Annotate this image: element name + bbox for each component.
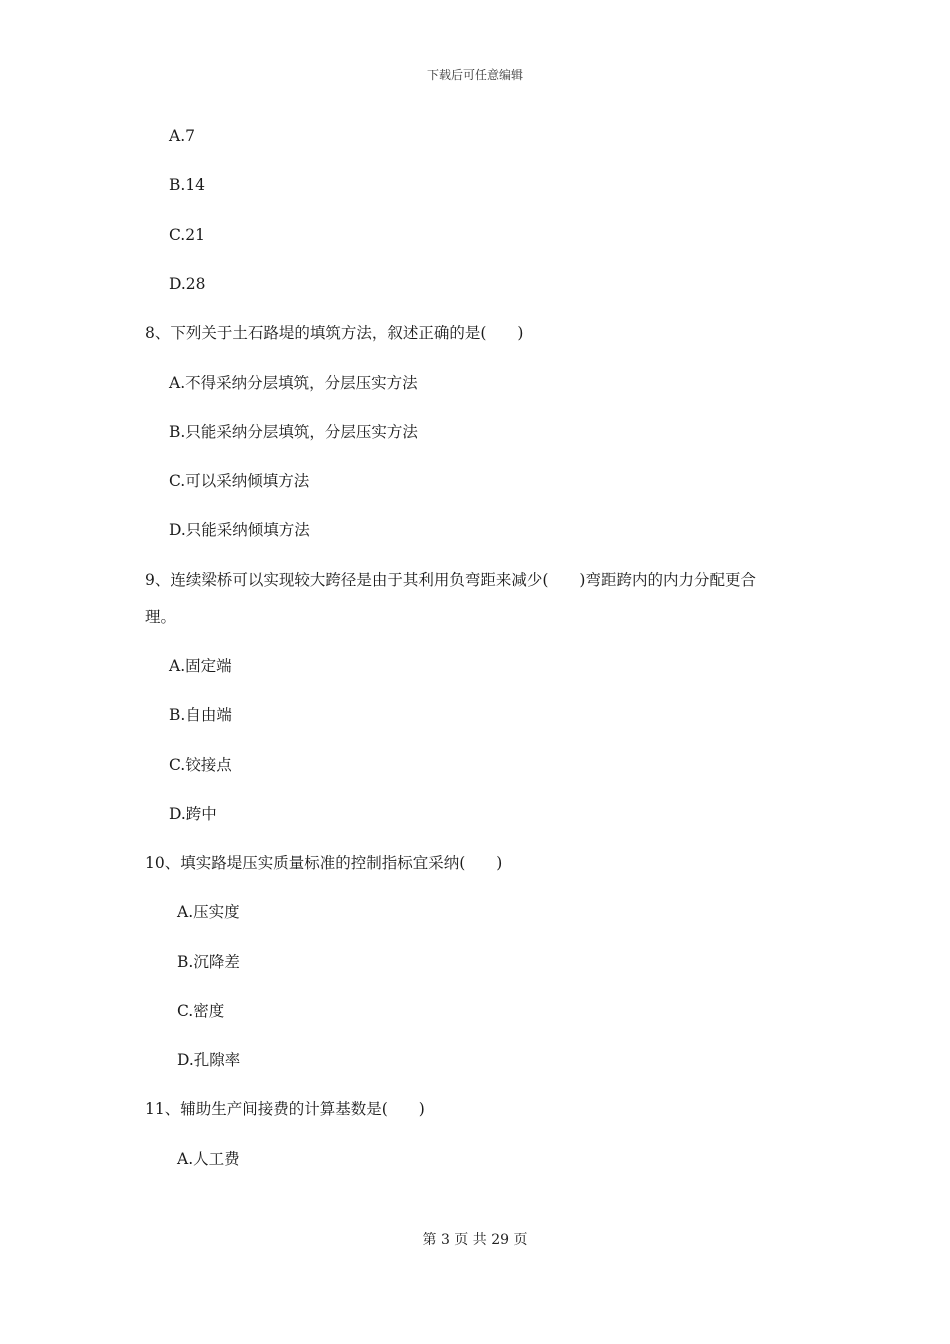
q11-option-a: A.人工费	[177, 1150, 240, 1168]
q11-stem: 11、辅助生产间接费的计算基数是( )	[145, 1100, 425, 1118]
q9-stem-line2: 理。	[145, 608, 177, 626]
q10-option-d: D.孔隙率	[177, 1051, 241, 1069]
q10-stem: 10、填实路堤压实质量标准的控制指标宜采纳( )	[145, 854, 503, 872]
page-footer: 第 3 页 共 29 页	[422, 1232, 528, 1248]
q8-option-b: B.只能采纳分层填筑，分层压实方法	[169, 423, 418, 441]
q8-stem: 8、下列关于土石路堤的填筑方法，叙述正确的是( )	[145, 324, 524, 342]
q10-option-a: A.压实度	[177, 903, 240, 921]
q9-option-b: B.自由端	[169, 706, 232, 724]
q8-option-c: C.可以采纳倾填方法	[169, 472, 310, 490]
q7-option-b: B.14	[169, 176, 206, 194]
q10-option-b: B.沉降差	[177, 953, 240, 971]
q9-option-a: A.固定端	[169, 657, 232, 675]
q7-option-d: D.28	[169, 275, 206, 293]
q7-option-c: C.21	[169, 226, 205, 244]
q9-option-c: C.铰接点	[169, 756, 232, 774]
q10-option-c: C.密度	[177, 1002, 225, 1020]
q9-option-d: D.跨中	[169, 805, 217, 823]
page-header: 下载后可任意编辑	[426, 68, 523, 82]
q8-option-a: A.不得采纳分层填筑，分层压实方法	[169, 374, 418, 392]
q9-stem-line1: 9、连续梁桥可以实现较大跨径是由于其利用负弯距来减少( )弯距跨内的内力分配更合	[145, 571, 756, 589]
q8-option-d: D.只能采纳倾填方法	[169, 521, 310, 539]
q7-option-a: A.7	[169, 127, 195, 145]
